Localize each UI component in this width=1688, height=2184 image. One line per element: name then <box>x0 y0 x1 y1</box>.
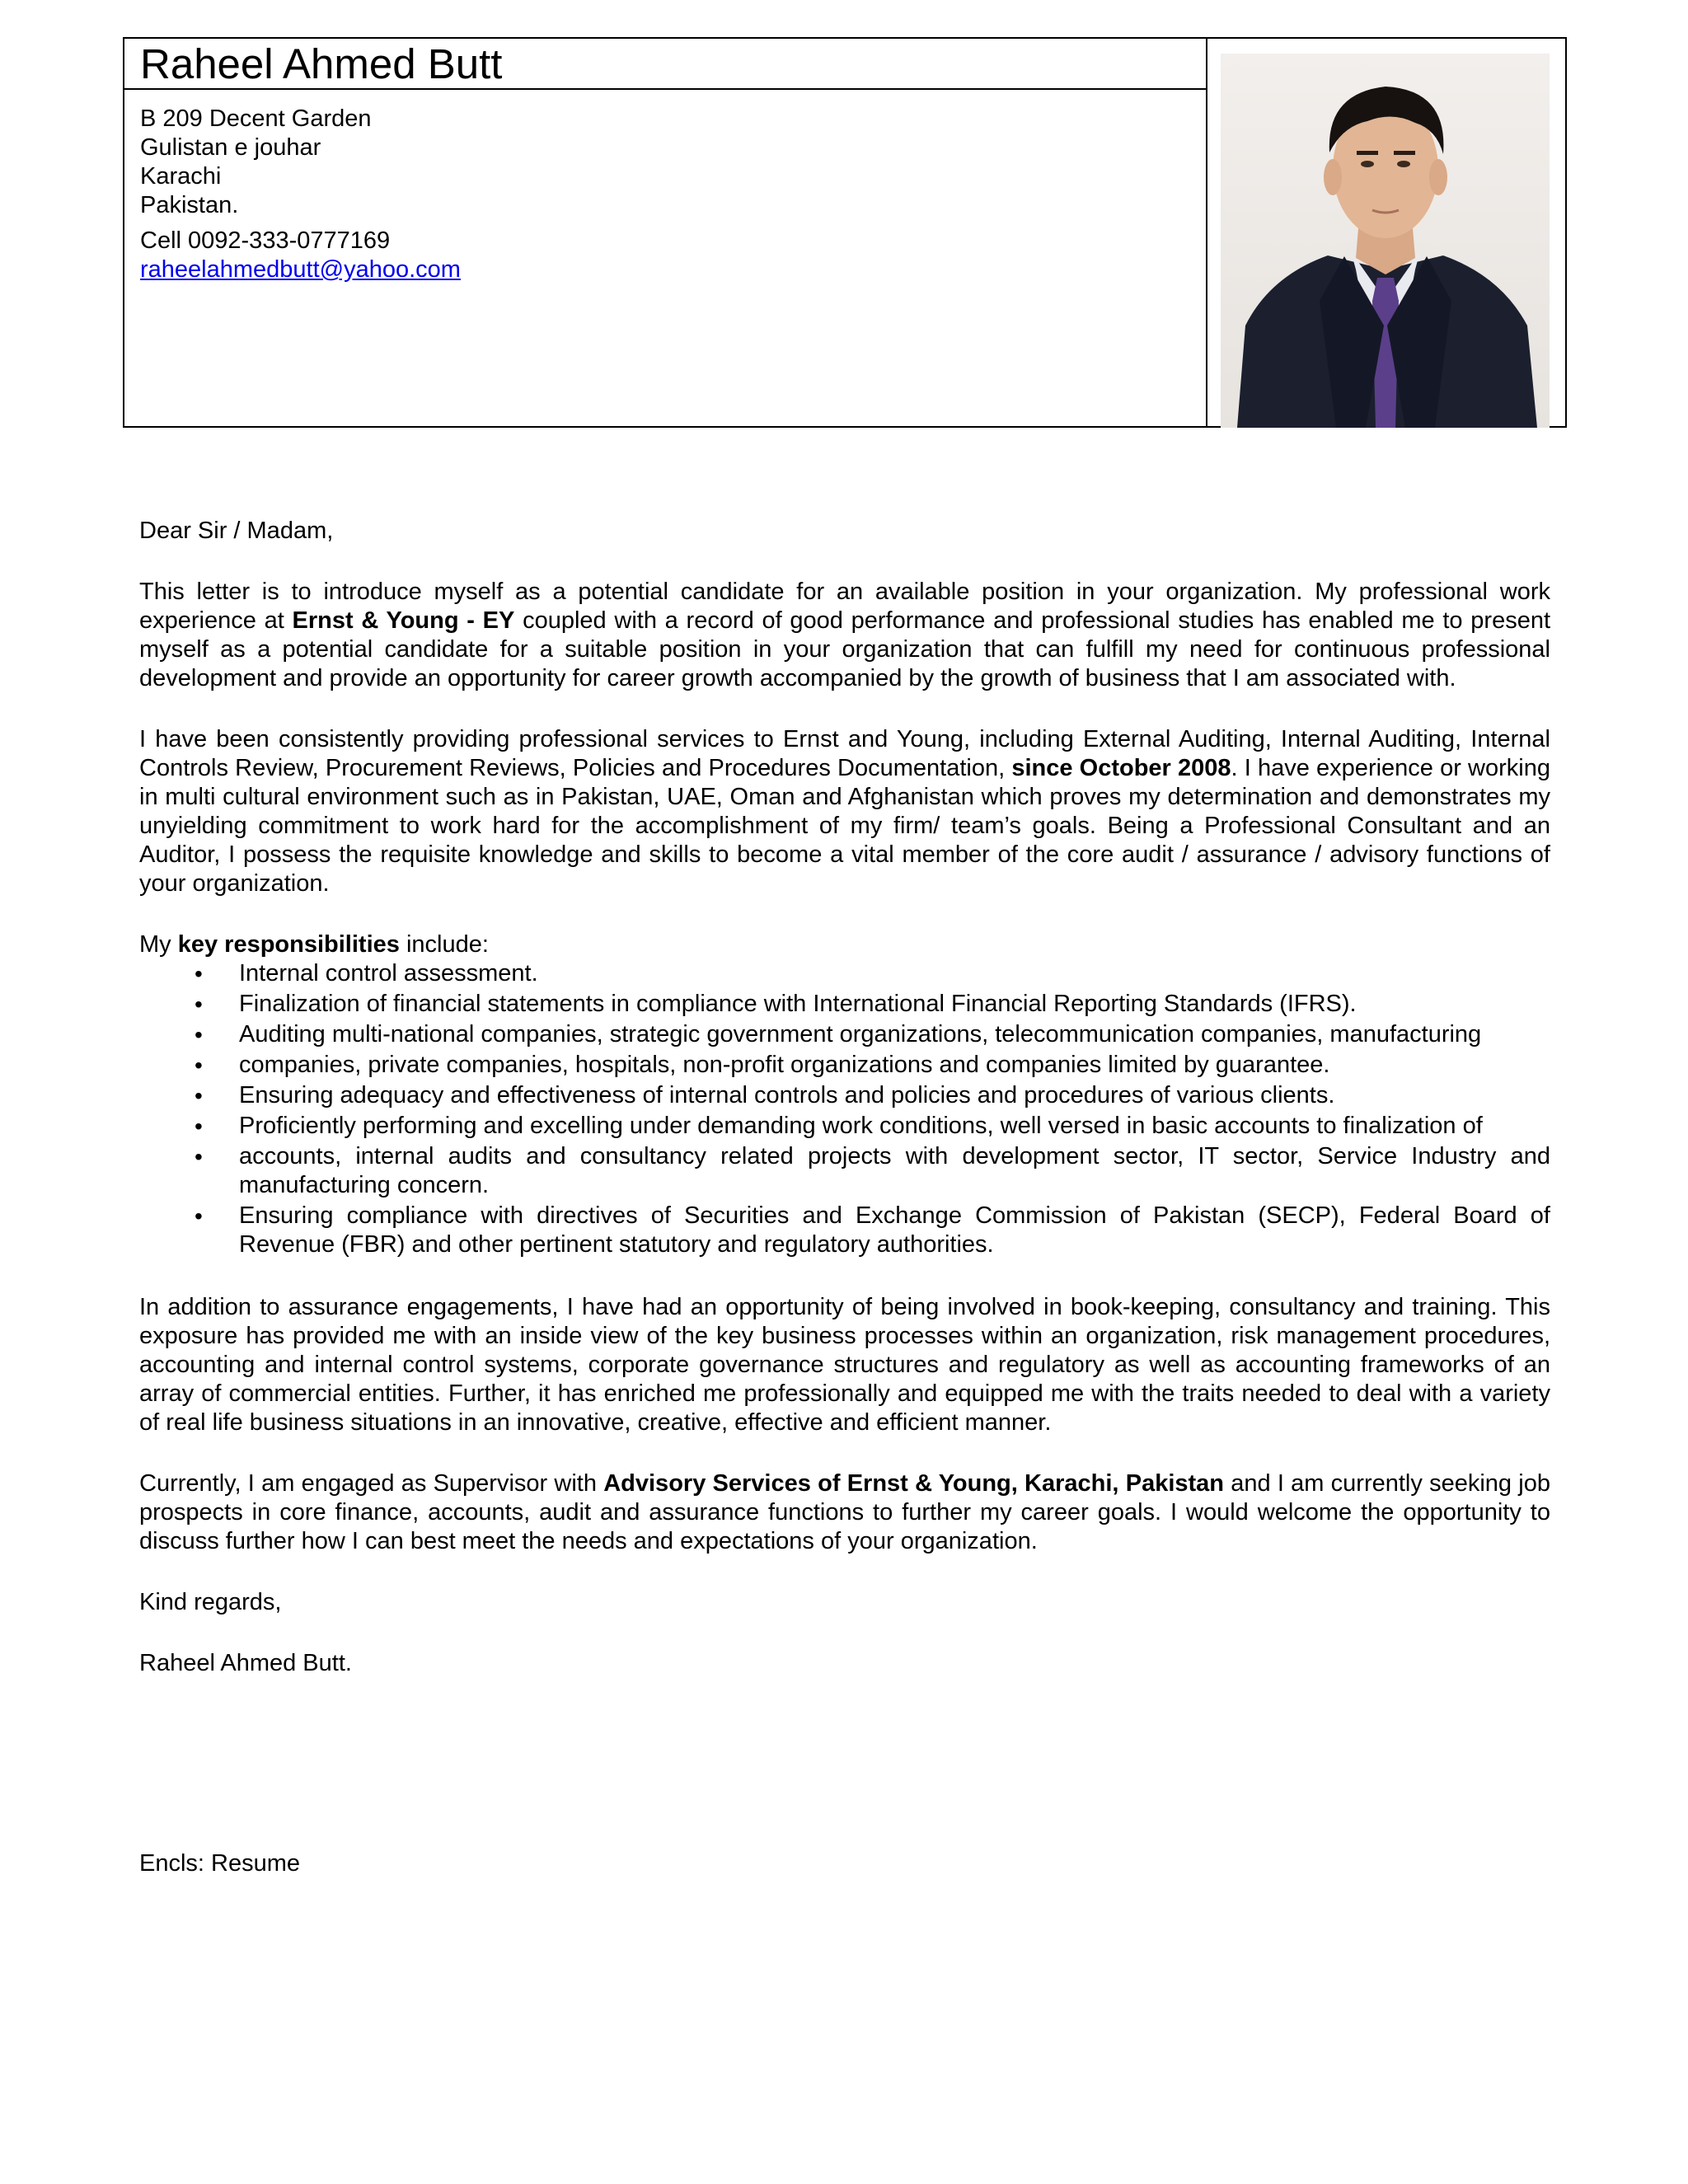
list-item: • companies, private companies, hospitals, non-profit organizations and companies limited by guarantee. <box>195 1052 1330 1078</box>
paragraph-introduction: This letter is to introduce myself as a potential candidate for an available position in your organization. My professional work experience at Ernst & Young - EY coupled with a record of good performance and professional studies has enabled me to present myself as a potential candidate for a suitable position in your organization that can fulfill my need for continuous professional development and provide an opportunity for career growth accompanied by the growth of business that I am associated with. <box>139 579 1551 691</box>
paragraph-exposure: In addition to assurance engagements, I have had an opportunity of being involved in book-keeping, consultancy and training. This exposure has provided me with an inside view of the key business processes within an organization, risk management procedures, accounting and internal control systems, corporate governance structures and regulatory as well as accounting frameworks of an array of commercial entities. Further, it has enriched me professionally and equipped me with the traits needed to deal with a variety of real life business situations in an innovative, creative, effective and efficient manner. <box>139 1294 1550 1436</box>
email-link[interactable]: raheelahmedbutt@yahoo.com <box>140 256 461 283</box>
contact-details <box>140 105 461 284</box>
address-line: Karachi <box>140 163 222 190</box>
address-line: B 209 Decent Garden <box>140 105 372 132</box>
cell-phone: Cell 0092-333-0777169 <box>140 227 391 254</box>
bullet-icon: • <box>195 1203 203 1229</box>
bullet-icon: • <box>195 991 203 1017</box>
bullet-icon: • <box>195 1144 203 1169</box>
paragraph-experience: I have been consistently providing professional services to Ernst and Young, including External Auditing, Internal Auditing, Internal Controls Review, Procurement Reviews, Policies and Procedures Documentation, since October 2008. I have experience or working in multi cultural environment such as in Pakistan, UAE, Oman and Afghanistan which proves my determination and demonstrates my unyielding commitment to work hard for the accomplishment of my firm/ team’s goals. Being a Professional Consultant and an Auditor, I possess the requisite knowledge and skills to become a vital member of the core audit / assurance / advisory functions of your organization. <box>139 726 1550 897</box>
responsibilities-intro: My key responsibilities include: <box>139 931 489 958</box>
list-item: • Ensuring compliance with directives of Securities and Exchange Commission of Pakistan (SECP), Federal Board of Revenue (FBR) and other pertinent statutory and regulatory authorities. <box>195 1202 1550 1258</box>
list-item: • Finalization of financial statements in compliance with International Financial Reporting Standards (IFRS). <box>195 991 1357 1017</box>
name-cell <box>124 39 1207 90</box>
salutation: Dear Sir / Madam, <box>139 518 334 544</box>
address-line: Gulistan e jouhar <box>140 134 321 161</box>
address-line: Pakistan. <box>140 192 239 218</box>
bullet-icon: • <box>195 1083 203 1108</box>
contact-cell <box>124 90 1207 428</box>
letter-body <box>139 517 1550 1878</box>
closing: Kind regards, <box>139 1589 282 1615</box>
bullet-icon: • <box>195 1022 203 1047</box>
bullet-icon: • <box>195 1052 203 1078</box>
bullet-icon: • <box>195 961 203 987</box>
paragraph-current-role: Currently, I am engaged as Supervisor with Advisory Services of Ernst & Young, Karachi, Pakistan and I am currently seeking job prospects in core finance, accounts, audit and assurance functions to further my career goals. I would welcome the opportunity to discuss further how I can best meet the needs and expectations of your organization. <box>139 1470 1550 1554</box>
list-item: • Proficiently performing and excelling under demanding work conditions, well versed in basic accounts to finalization of <box>195 1113 1483 1139</box>
list-item: • Auditing multi-national companies, strategic government organizations, telecommunication companies, manufacturing <box>195 1021 1482 1047</box>
header-box <box>123 37 1567 428</box>
list-item: • accounts, internal audits and consultancy related projects with development sector, IT sector, Service Industry and manufacturing concern. <box>195 1143 1550 1198</box>
bullet-icon: • <box>195 1113 203 1139</box>
applicant-photo <box>1221 54 1550 428</box>
responsibilities-list <box>139 959 1550 1259</box>
signature: Raheel Ahmed Butt. <box>139 1650 352 1676</box>
enclosure: Encls: Resume <box>139 1850 301 1877</box>
list-item: • Ensuring adequacy and effectiveness of internal controls and policies and procedures of various clients. <box>195 1082 1335 1108</box>
list-item: • Internal control assessment. <box>195 960 538 987</box>
applicant-name: Raheel Ahmed Butt <box>140 40 503 87</box>
